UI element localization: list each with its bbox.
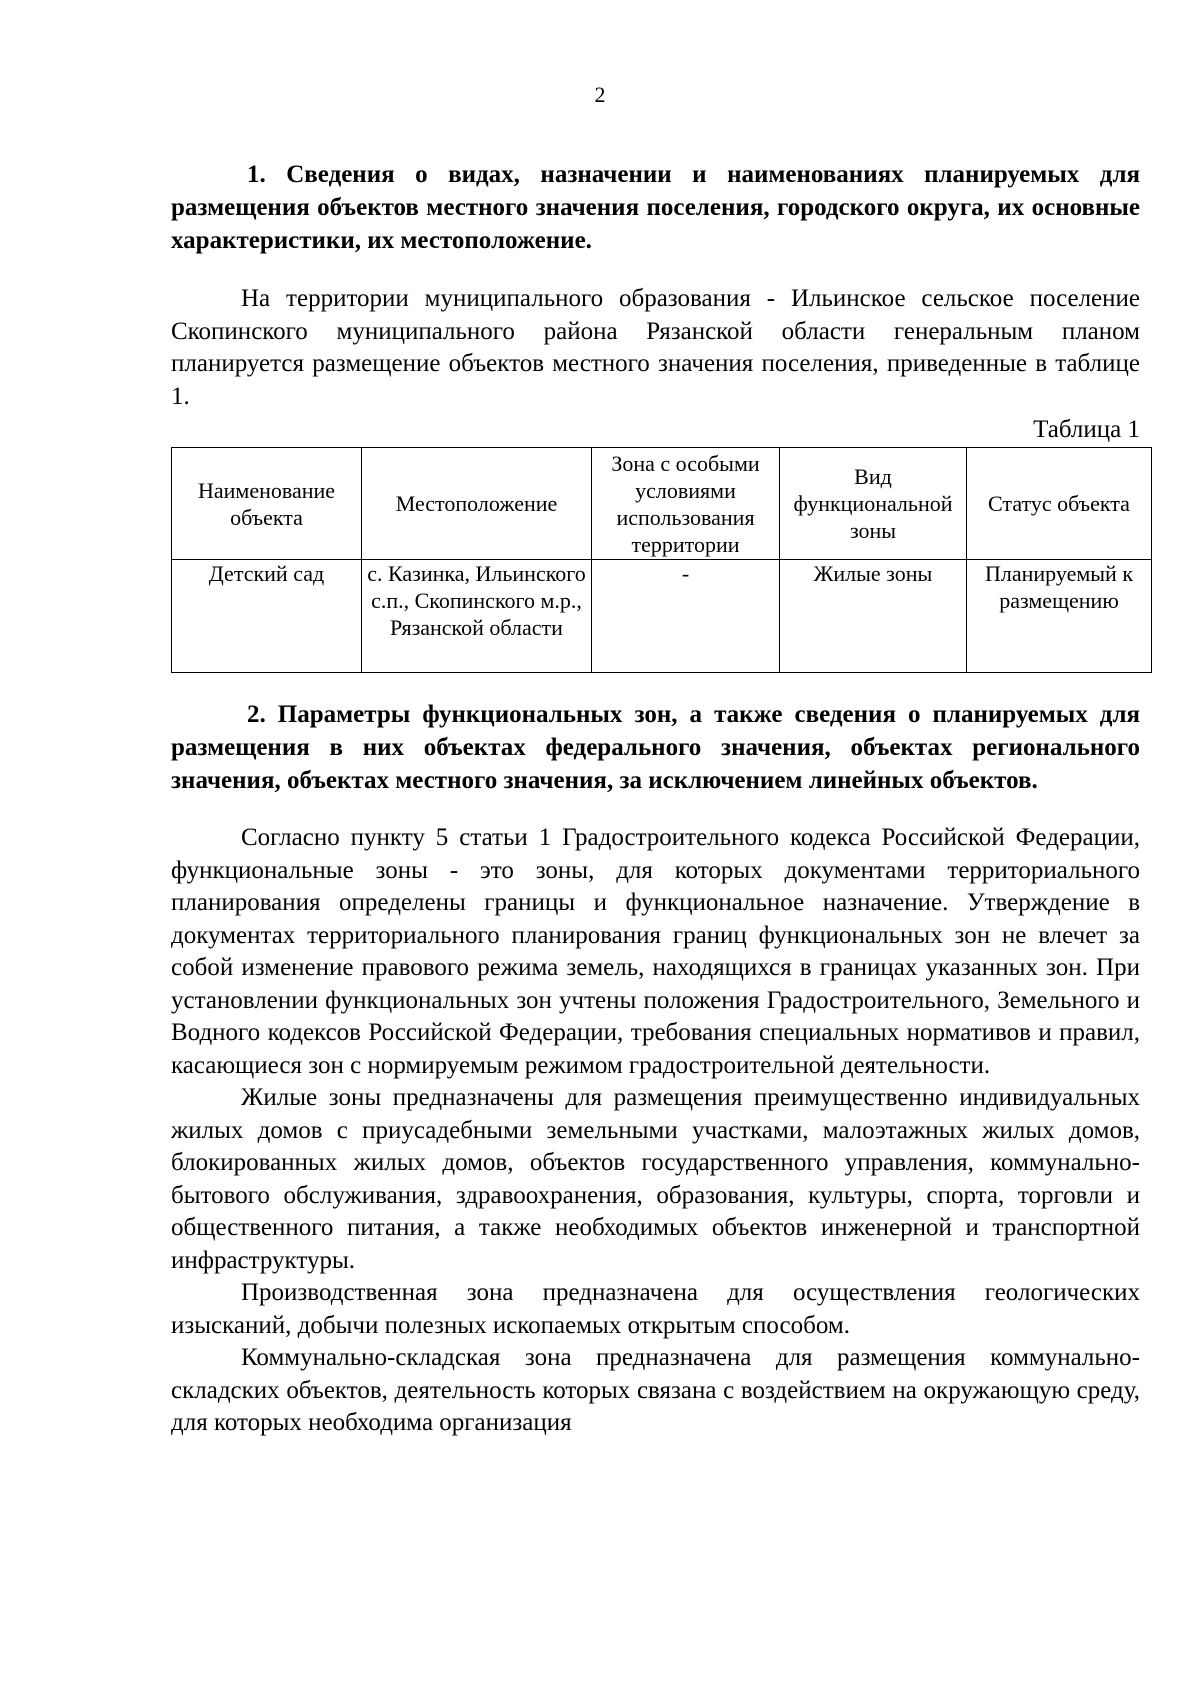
section-2-heading: 2. Параметры функциональных зон, а также сведения о планируемых для размещения в них объектах федерального значения, объектах регионального значения, объектах местного значения, за исключением линейных объектов. (171, 701, 1140, 794)
cell-special-zone: - (592, 560, 780, 673)
table-caption: Таблица 1 (1033, 416, 1140, 443)
header-location: Местоположение (362, 448, 592, 560)
section-2-paragraph: Производственная зона предназначена для осуществления геологических изысканий, добычи полезных ископаемых открытым способом. (171, 1279, 1140, 1339)
section-2-paragraph: Согласно пункту 5 статьи 1 Градостроительного кодекса Российской Федерации, функциональные зоны - это зоны, для которых документами территориального планирования определены границы и функциональное назначение. Утверждение в документах территориального планирования границ функциональных зон не влечет за собой изменение правового режима земель, находящихся в границах указанных зон. При установлении функциональных зон учтены положения Градостроительного, Земельного и Водного кодексов Российской Федерации, требования специальных нормативов и правил, касающиеся зон с нормируемым режимом градостроительной деятельности. (171, 824, 1140, 1079)
cell-location: с. Казинка, Ильинского с.п., Скопинского м.р., Рязанской области (362, 560, 592, 673)
header-zone-type: Вид функциональной зоны (780, 448, 967, 560)
planned-objects-table (171, 447, 1152, 673)
cell-status: Планируемый к размещению (967, 560, 1152, 673)
table-row (172, 560, 1152, 673)
cell-object-name: Детский сад (172, 560, 362, 673)
section-2-paragraph: Коммунально-складская зона предназначена для размещения коммунально-складских объектов, деятельность которых связана с воздействием на окружающую среду, для которых необходима организация (171, 1344, 1140, 1436)
table-header-row (172, 448, 1152, 560)
page-content (171, 158, 1140, 1440)
header-status: Статус объекта (967, 448, 1152, 560)
header-special-zone: Зона с особыми условиями использования территории (592, 448, 780, 560)
section-2-paragraph: Жилые зоны предназначены для размещения преимущественно индивидуальных жилых домов с приусадебными земельными участками, малоэтажных жилых домов, блокированных жилых домов, объектов государственного управления, коммунально-бытового обслуживания, здравоохранения, образования, культуры, спорта, торговли и общественного питания, а также необходимых объектов инженерной и транспортной инфраструктуры. (171, 1084, 1140, 1274)
section-1-heading: 1. Сведения о видах, назначении и наименованиях планируемых для размещения объектов местного значения поселения, городского округа, их основные характеристики, их местоположение. (171, 161, 1140, 254)
cell-zone-type: Жилые зоны (780, 560, 967, 673)
header-object-name: Наименование объекта (172, 448, 362, 560)
section-1-paragraph: На территории муниципального образования - Ильинское сельское поселение Скопинского муниципального района Рязанской области генеральным планом планируется размещение объектов местного значения поселения, приведенные в таблице 1. (171, 285, 1140, 410)
page-number: 2 (594, 82, 606, 107)
